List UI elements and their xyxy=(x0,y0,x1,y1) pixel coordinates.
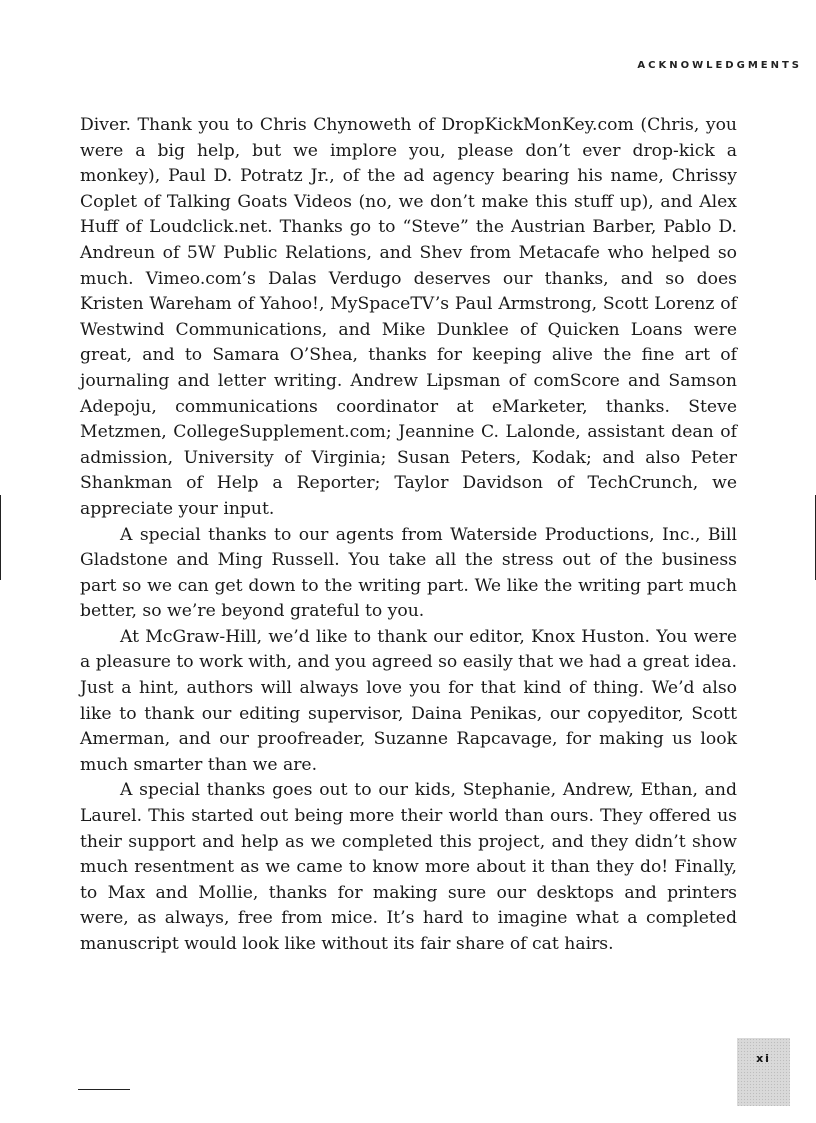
folio-box xyxy=(737,1038,790,1106)
paragraph-publisher-thanks: At McGraw-Hill, we’d like to thank our editor, Knox Huston. You were a pleasure to work with, and you agreed so easily that we had a great idea. Just a hint, authors will always love you for that kind of thing. We’d also like to thank our editing supervisor, Daina Penikas, our copyeditor, Scott Amerman, and our proofreader, Suzanne Rapcavage, for making us look much smarter than we are. xyxy=(80,626,737,775)
paragraph-family-thanks: A special thanks goes out to our kids, Stephanie, Andrew, Ethan, and Laurel. This started out being more their world than ours. They offered us their support and help as we completed this project, and they didn’t show much resentment as we came to know more about it than they do! Finally, to Max and Mollie, thanks for making sure our desktops and printers were, as always, free from mice. It’s hard to imagine what a completed manuscript would look like without its fair share of cat hairs. xyxy=(80,780,737,954)
running-head: ACKNOWLEDGMENTS xyxy=(637,60,802,71)
crop-mark-bottom xyxy=(78,1089,130,1090)
paragraph-agents-thanks: A special thanks to our agents from Waterside Productions, Inc., Bill Gladstone and Ming Russell. You take all the stress out of the business part so we can get down to the writing part. We like the writing part much better, so we’re beyond grateful to you. xyxy=(80,524,737,622)
crop-mark-left xyxy=(0,495,1,580)
page-number: xi xyxy=(756,1052,771,1065)
body-text xyxy=(80,113,737,958)
paragraph-continued: Diver. Thank you to Chris Chynoweth of DropKickMonKey.com (Chris, you were a big help, but we implore you, please don’t ever drop-kick a monkey), Paul D. Potratz Jr., of the ad agency bearing his name, Chrissy Coplet of Talking Goats Videos (no, we don’t make this stuff up), and Alex Huff of Loudclick.net. Thanks go to “Steve” the Austrian Barber, Pablo D. Andreun of 5W Public Relations, and Shev from Metacafe who helped so much. Vimeo.com’s Dalas Verdugo deserves our thanks, and so does Kristen Wareham of Yahoo!, MySpaceTV’s Paul Armstrong, Scott Lorenz of Westwind Communications, and Mike Dunklee of Quicken Loans were great, and to Samara O’Shea, thanks for keeping alive the fine art of journaling and letter writing. Andrew Lipsman of comScore and Samson Adepoju, communications coordinator at eMarketer, thanks. Steve Metzmen, CollegeSupplement.com; Jeannine C. Lalonde, assistant dean of admission, University of Virginia; Susan Peters, Kodak; and also Peter Shankman of Help a Reporter; Taylor Davidson of TechCrunch, we appreciate your input. xyxy=(80,115,737,519)
